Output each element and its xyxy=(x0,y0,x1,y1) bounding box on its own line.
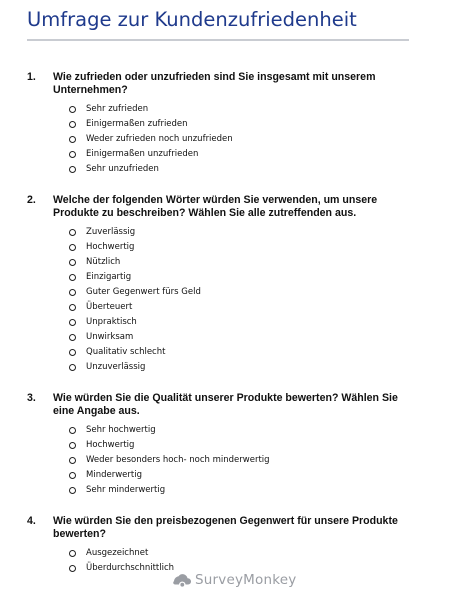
option-label: Sehr zufrieden xyxy=(86,104,149,114)
checkbox-circle[interactable] xyxy=(69,349,76,356)
page-title: Umfrage zur Kundenzufriedenheit xyxy=(27,8,357,31)
brand-name: SurveyMonkey xyxy=(195,572,297,588)
checkbox-circle[interactable] xyxy=(69,229,76,236)
option-label: Hochwertig xyxy=(86,242,135,252)
option-label: Einigermaßen unzufrieden xyxy=(86,149,199,159)
answer-option[interactable] xyxy=(27,438,417,453)
answer-option[interactable] xyxy=(27,546,417,561)
option-label: Überteuert xyxy=(86,302,133,312)
checkbox-circle[interactable] xyxy=(69,244,76,251)
answer-option[interactable] xyxy=(27,102,417,117)
answer-option[interactable] xyxy=(27,225,417,240)
radio-button[interactable] xyxy=(69,472,76,479)
answer-option[interactable] xyxy=(27,453,417,468)
option-label: Überdurchschnittlich xyxy=(86,563,175,573)
answer-option[interactable] xyxy=(27,132,417,147)
title-divider xyxy=(27,39,409,41)
option-label: Unzuverlässig xyxy=(86,362,146,372)
footer-brand xyxy=(172,571,296,589)
answer-option[interactable] xyxy=(27,147,417,162)
question-3 xyxy=(27,392,417,498)
option-label: Nützlich xyxy=(86,257,121,267)
checkbox-circle[interactable] xyxy=(69,289,76,296)
answer-option[interactable] xyxy=(27,162,417,177)
answer-option[interactable] xyxy=(27,483,417,498)
radio-button[interactable] xyxy=(69,550,76,557)
radio-button[interactable] xyxy=(69,166,76,173)
option-label: Unwirksam xyxy=(86,332,134,342)
option-label: Minderwertig xyxy=(86,470,142,480)
question-1 xyxy=(27,71,417,177)
question-number: 1. xyxy=(27,71,36,83)
question-heading xyxy=(27,392,417,417)
option-label: Einigermaßen zufrieden xyxy=(86,119,188,129)
answer-option[interactable] xyxy=(27,255,417,270)
question-text: Welche der folgenden Wörter würden Sie verwenden, um unsere Produkte zu beschreiben? Wählen Sie alle zutreffenden aus. xyxy=(53,194,378,219)
radio-button[interactable] xyxy=(69,457,76,464)
radio-button[interactable] xyxy=(69,487,76,494)
answer-option[interactable] xyxy=(27,270,417,285)
answer-option[interactable] xyxy=(27,117,417,132)
checkbox-circle[interactable] xyxy=(69,334,76,341)
question-list xyxy=(27,71,417,593)
question-text: Wie würden Sie den preisbezogenen Gegenwert für unsere Produkte bewerten? xyxy=(53,515,398,540)
question-heading xyxy=(27,194,417,219)
answer-option[interactable] xyxy=(27,423,417,438)
answer-option[interactable] xyxy=(27,300,417,315)
question-4 xyxy=(27,515,417,576)
option-label: Hochwertig xyxy=(86,440,135,450)
checkbox-circle[interactable] xyxy=(69,304,76,311)
question-number: 3. xyxy=(27,392,36,404)
radio-button[interactable] xyxy=(69,565,76,572)
answer-option[interactable] xyxy=(27,468,417,483)
option-label: Einzigartig xyxy=(86,272,132,282)
option-list xyxy=(27,225,417,375)
option-label: Weder zufrieden noch unzufrieden xyxy=(86,134,233,144)
question-heading xyxy=(27,71,417,96)
checkbox-circle[interactable] xyxy=(69,274,76,281)
option-label: Unpraktisch xyxy=(86,317,137,327)
radio-button[interactable] xyxy=(69,427,76,434)
answer-option[interactable] xyxy=(27,285,417,300)
option-label: Qualitativ schlecht xyxy=(86,347,166,357)
answer-option[interactable] xyxy=(27,345,417,360)
surveymonkey-logo-icon xyxy=(172,573,192,587)
option-label: Weder besonders hoch- noch minderwertig xyxy=(86,455,270,465)
radio-button[interactable] xyxy=(69,151,76,158)
checkbox-circle[interactable] xyxy=(69,259,76,266)
radio-button[interactable] xyxy=(69,121,76,128)
answer-option[interactable] xyxy=(27,360,417,375)
answer-option[interactable] xyxy=(27,240,417,255)
option-label: Guter Gegenwert fürs Geld xyxy=(86,287,201,297)
question-text: Wie zufrieden oder unzufrieden sind Sie insgesamt mit unserem Unternehmen? xyxy=(53,71,376,96)
option-label: Sehr unzufrieden xyxy=(86,164,159,174)
checkbox-circle[interactable] xyxy=(69,319,76,326)
radio-button[interactable] xyxy=(69,136,76,143)
option-list xyxy=(27,102,417,177)
option-list xyxy=(27,423,417,498)
option-label: Ausgezeichnet xyxy=(86,548,149,558)
question-2 xyxy=(27,194,417,375)
radio-button[interactable] xyxy=(69,442,76,449)
radio-button[interactable] xyxy=(69,106,76,113)
answer-option[interactable] xyxy=(27,315,417,330)
option-label: Sehr minderwertig xyxy=(86,485,166,495)
answer-option[interactable] xyxy=(27,330,417,345)
option-label: Sehr hochwertig xyxy=(86,425,156,435)
question-number: 2. xyxy=(27,194,36,206)
question-heading xyxy=(27,515,417,540)
option-label: Zuverlässig xyxy=(86,227,136,237)
question-text: Wie würden Sie die Qualität unserer Produkte bewerten? Wählen Sie eine Angabe aus. xyxy=(53,392,398,417)
question-number: 4. xyxy=(27,515,36,527)
checkbox-circle[interactable] xyxy=(69,364,76,371)
